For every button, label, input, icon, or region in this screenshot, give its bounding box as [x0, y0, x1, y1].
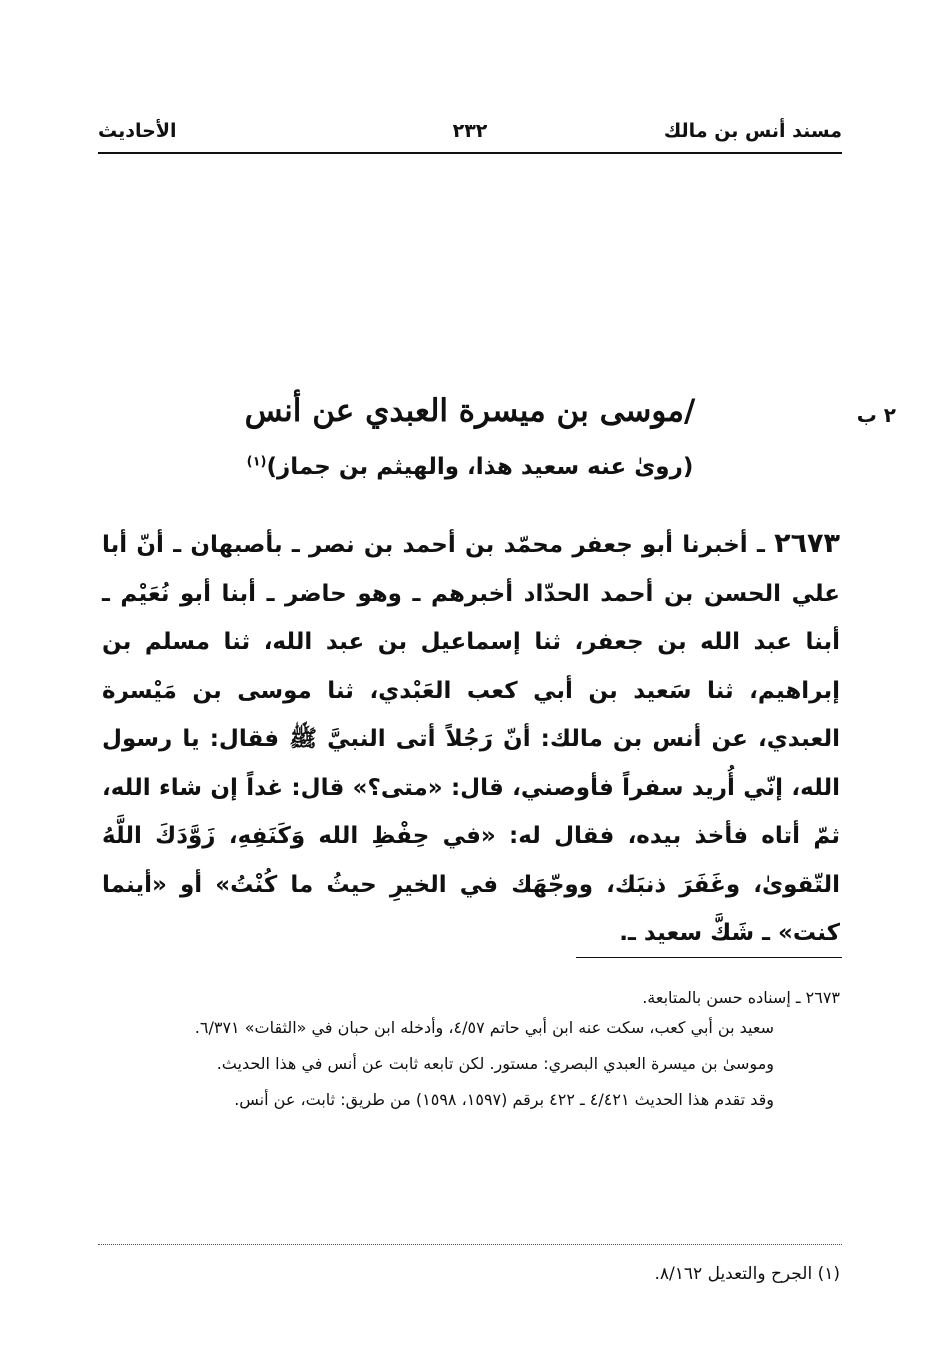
footnote-paragraph: وموسىٰ بن ميسرة العبدي البصري: مستور. لكن تابعه ثابت عن أنس في هذا الحديث.	[216, 1054, 774, 1073]
running-header	[98, 120, 842, 154]
footnote-1: (١) الجرح والتعديل ٨/١٦٢.	[654, 1264, 840, 1284]
chapter-subtitle	[98, 454, 842, 480]
header-rule	[98, 152, 842, 154]
footnote-rule	[576, 957, 842, 958]
chapter-title: /موسى بن ميسرة العبدي عن أنس	[244, 393, 696, 429]
hadith-text	[102, 520, 840, 958]
hadith-number: ٢٦٧٣	[774, 528, 841, 559]
book-title: مسند أنس بن مالك	[663, 120, 842, 142]
margin-note: ٢ ب	[856, 403, 896, 427]
footnote-divider	[98, 1244, 842, 1245]
section-name: الأحاديث	[98, 120, 177, 142]
hadith-body: ـ أخبرنا أبو جعفر محمّد بن أحمد بن نصر ـ بأصبهان ـ أنّ أبا علي الحسن بن أحمد الحدّاد أخبرهم ـ وهو حاضر ـ أبنا أبو نُعَيْم ـ أبنا عبد الله بن جعفر، ثنا إسماعيل بن عبد الله، ثنا مسلم بن إبراهيم، ثنا سَعيد بن أبي كعب العَبْدي، ثنا موسى بن مَيْسرة العبدي، عن أنس بن مالك: أنّ رَجُلاً أتى النبيَّ ﷺ فقال: يا رسول الله، إنّي أُريد سفراً فأوصني، قال: «متى؟» قال: غداً إن شاء الله، ثمّ أتاه فأخذ بيده، فقال له: «في حِفْظِ الله وَكَنَفِهِ، زَوَّدَكَ اللَّهُ التّقوىٰ، وغَفَرَ ذنبَك، ووجّهَك في الخيرِ حيثُ ما كُنْتُ» أو «أينما كنت» ـ شَكَّ سعيد ـ.	[102, 532, 840, 946]
footnote-ref: (١)	[246, 454, 267, 470]
footnote-heading: ٢٦٧٣ ـ إسناده حسن بالمتابعة.	[642, 988, 840, 1007]
page-number: ٢٣٢	[452, 120, 488, 142]
footnote-paragraph: سعيد بن أبي كعب، سكت عنه ابن أبي حاتم ٤/٥٧، وأدخله ابن حبان في «الثقات» ٦/٣٧١.	[194, 1018, 774, 1037]
footnotes	[102, 983, 840, 1121]
footnote-paragraph: وقد تقدم هذا الحديث ٤/٤٢١ ـ ٤٢٢ برقم (١٥٩٧، ١٥٩٨) من طريق: ثابت، عن أنس.	[234, 1090, 774, 1109]
subtitle-text: (روىٰ عنه سعيد هذا، والهيثم بن جماز)	[266, 454, 694, 480]
